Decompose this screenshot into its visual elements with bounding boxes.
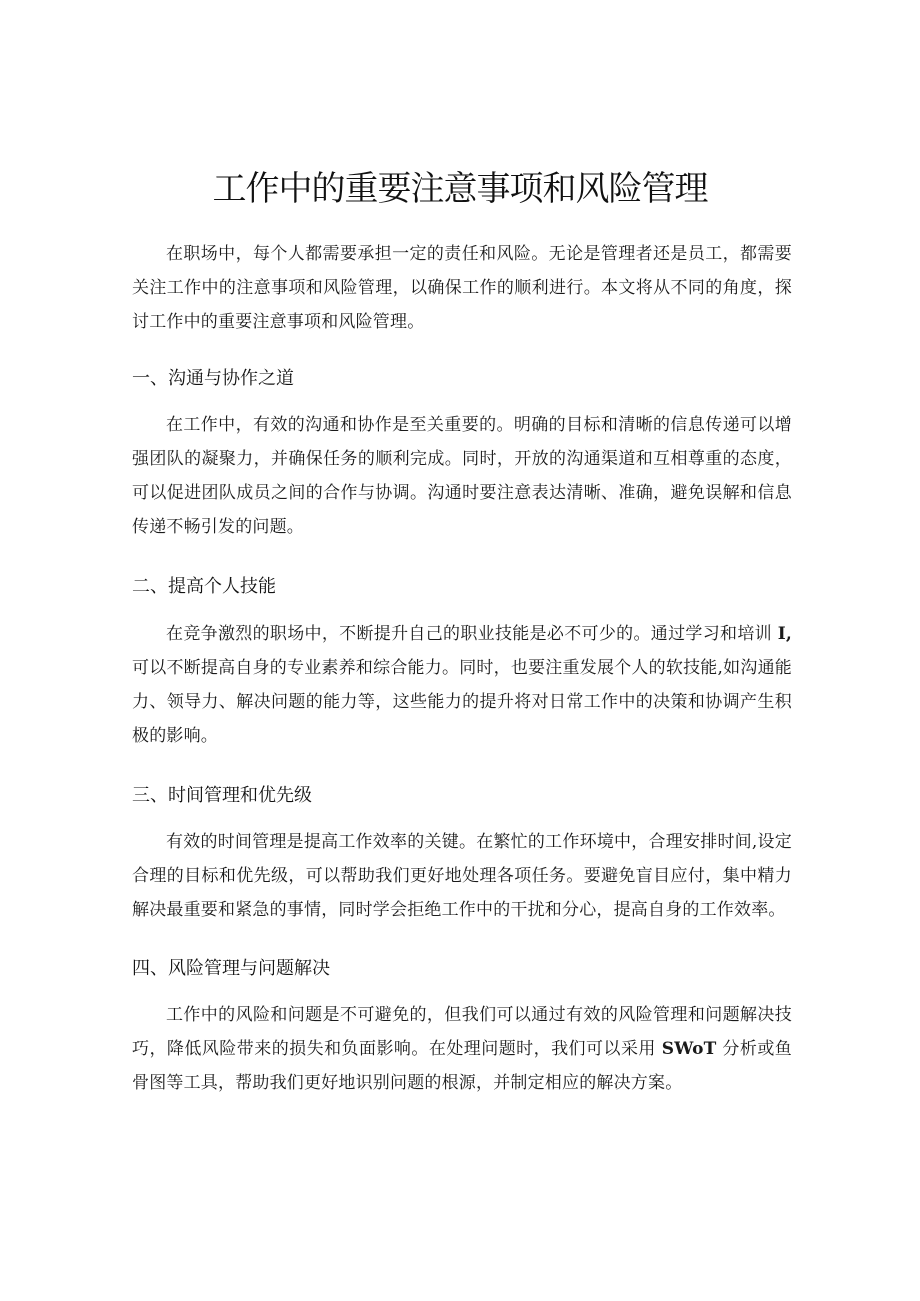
intro-paragraph: 在职场中，每个人都需要承担一定的责任和风险。无论是管理者还是员工，都需要关注工作中的注意事项和风险管理，以确保工作的顺利进行。本文将从不同的角度，探讨工作中的重要注意事项和风险管理。 — [132, 244, 792, 332]
section-body-communication: 在工作中，有效的沟通和协作是至关重要的。明确的目标和清晰的信息传递可以增强团队的凝聚力，并确保任务的顺利完成。同时，开放的沟通渠道和互相尊重的态度，可以促进团队成员之间的合作与协调。沟通时要注意表达清晰、准确，避免误解和信息传递不畅引发的问题。 — [132, 415, 792, 537]
section-heading-skills: 二、提高个人技能 — [132, 576, 276, 597]
section-heading-communication: 一、沟通与协作之道 — [132, 368, 294, 389]
section-body-risk-text-2: 分析或鱼骨图等工具，帮助我们更好地识别问题的根源，并制定相应的解决方案。 — [132, 1039, 792, 1093]
section-body-skills-text-1: 在竞争激烈的职场中，不断提升自己的职业技能是必不可少的。通过学习和培训 — [166, 624, 772, 644]
section-body-skills — [132, 617, 792, 753]
page-title: 工作中的重要注意事项和风险管理 — [212, 169, 708, 209]
section-body-risk-text-1: 工作中的风险和问题是不可避免的，但我们可以通过有效的风险管理和问题解决技巧，降低风险带来的损失和负面影响。在处理问题时，我们可以采用 — [132, 1005, 792, 1059]
section-heading-risk-management: 四、风险管理与问题解决 — [132, 958, 330, 979]
section-body-skills-bold: I, — [777, 624, 792, 644]
section-heading-time-management: 三、时间管理和优先级 — [132, 785, 312, 806]
section-body-skills-text-2: 可以不断提高自身的专业素养和综合能力。同时，也要注重发展个人的软技能,如沟通能力、领导力、解决问题的能力等，这些能力的提升将对日常工作中的决策和协调产生积极的影响。 — [132, 658, 792, 746]
section-body-risk-management — [132, 998, 792, 1100]
section-body-risk-bold: SWoT — [661, 1039, 717, 1059]
section-body-time-management: 有效的时间管理是提高工作效率的关键。在繁忙的工作环境中，合理安排时间,设定合理的目标和优先级，可以帮助我们更好地处理各项任务。要避免盲目应付，集中精力解决最重要和紧急的事情，同时学会拒绝工作中的干扰和分心，提高自身的工作效率。 — [132, 832, 792, 920]
